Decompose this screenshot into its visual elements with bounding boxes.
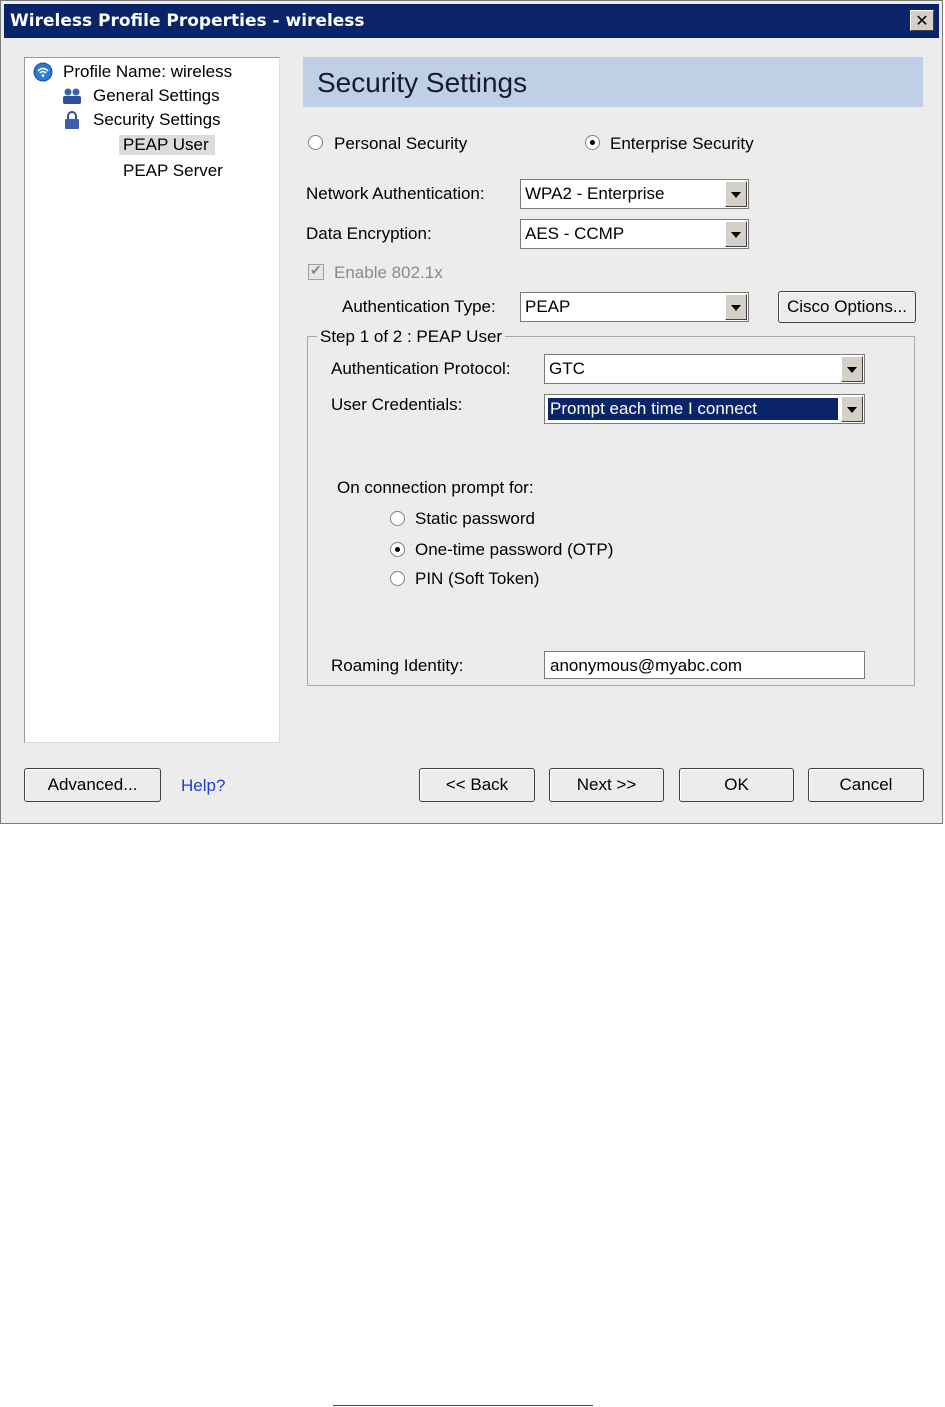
auth-protocol-select[interactable]	[544, 354, 865, 384]
help-link[interactable]: Help?	[181, 776, 226, 795]
user-credentials-select[interactable]	[544, 394, 865, 424]
data-encryption-select[interactable]	[520, 219, 749, 249]
cisco-options-button[interactable]: Cisco Options...	[778, 291, 916, 323]
otp-label: One-time password (OTP)	[415, 540, 614, 559]
user-credentials-value: Prompt each time I connect	[548, 398, 838, 420]
personal-security-label: Personal Security	[334, 134, 468, 153]
auth-type-value: PEAP	[525, 297, 571, 316]
close-icon: ✕	[915, 11, 929, 30]
tree-item-security-settings[interactable]: Security Settings	[93, 110, 221, 129]
tree-item-general-settings[interactable]: General Settings	[93, 86, 220, 105]
enable-8021x-checkbox[interactable]	[308, 264, 324, 280]
ok-button[interactable]: OK	[679, 768, 794, 802]
pin-soft-token-radio[interactable]	[390, 571, 405, 586]
chevron-down-icon[interactable]	[725, 181, 747, 207]
settings-tree	[24, 57, 280, 743]
user-credentials-label: User Credentials:	[331, 395, 463, 414]
chevron-down-icon[interactable]	[725, 221, 747, 247]
auth-type-select[interactable]	[520, 292, 749, 322]
auth-protocol-label: Authentication Protocol:	[331, 359, 511, 378]
enterprise-security-radio[interactable]	[585, 135, 600, 150]
tree-item-profile[interactable]: Profile Name: wireless	[63, 62, 233, 81]
next-button[interactable]: Next >>	[549, 768, 664, 802]
otp-radio[interactable]	[390, 542, 405, 557]
roaming-identity-input[interactable]	[544, 651, 865, 679]
roaming-identity-label: Roaming Identity:	[331, 656, 464, 675]
page-title: Security Settings	[317, 67, 528, 98]
group-legend: Step 1 of 2 : PEAP User	[317, 327, 505, 347]
network-auth-value: WPA2 - Enterprise	[525, 184, 665, 203]
personal-security-radio[interactable]	[308, 135, 323, 150]
chevron-down-icon[interactable]	[841, 356, 863, 382]
wireless-icon	[33, 62, 53, 82]
network-auth-label: Network Authentication:	[306, 184, 485, 203]
enterprise-security-label: Enterprise Security	[610, 134, 754, 153]
close-button[interactable]	[910, 10, 934, 31]
static-password-radio[interactable]	[390, 511, 405, 526]
pin-soft-token-label: PIN (Soft Token)	[415, 569, 540, 588]
auth-type-label: Authentication Type:	[342, 297, 496, 316]
back-button[interactable]: << Back	[419, 768, 535, 802]
section-header	[303, 57, 923, 107]
tree-item-peap-server[interactable]: PEAP Server	[123, 161, 223, 180]
users-icon	[62, 86, 82, 106]
title-bar[interactable]	[4, 4, 939, 38]
link-underline	[333, 1405, 593, 1406]
data-encryption-value: AES - CCMP	[525, 224, 625, 243]
auth-protocol-value: GTC	[549, 359, 585, 378]
window-title: Wireless Profile Properties - wireless	[10, 11, 365, 31]
tree-item-peap-user[interactable]: PEAP User	[119, 135, 215, 155]
lock-icon	[62, 110, 82, 130]
network-auth-select[interactable]	[520, 179, 749, 209]
chevron-down-icon[interactable]	[841, 396, 863, 422]
roaming-identity-value: anonymous@myabc.com	[550, 656, 743, 675]
prompt-heading: On connection prompt for:	[337, 478, 534, 497]
chevron-down-icon[interactable]	[725, 294, 747, 320]
data-encryption-label: Data Encryption:	[306, 224, 432, 243]
static-password-label: Static password	[415, 509, 535, 528]
enable-8021x-label: Enable 802.1x	[334, 263, 443, 282]
advanced-button[interactable]: Advanced...	[24, 768, 161, 802]
cancel-button[interactable]: Cancel	[808, 768, 924, 802]
